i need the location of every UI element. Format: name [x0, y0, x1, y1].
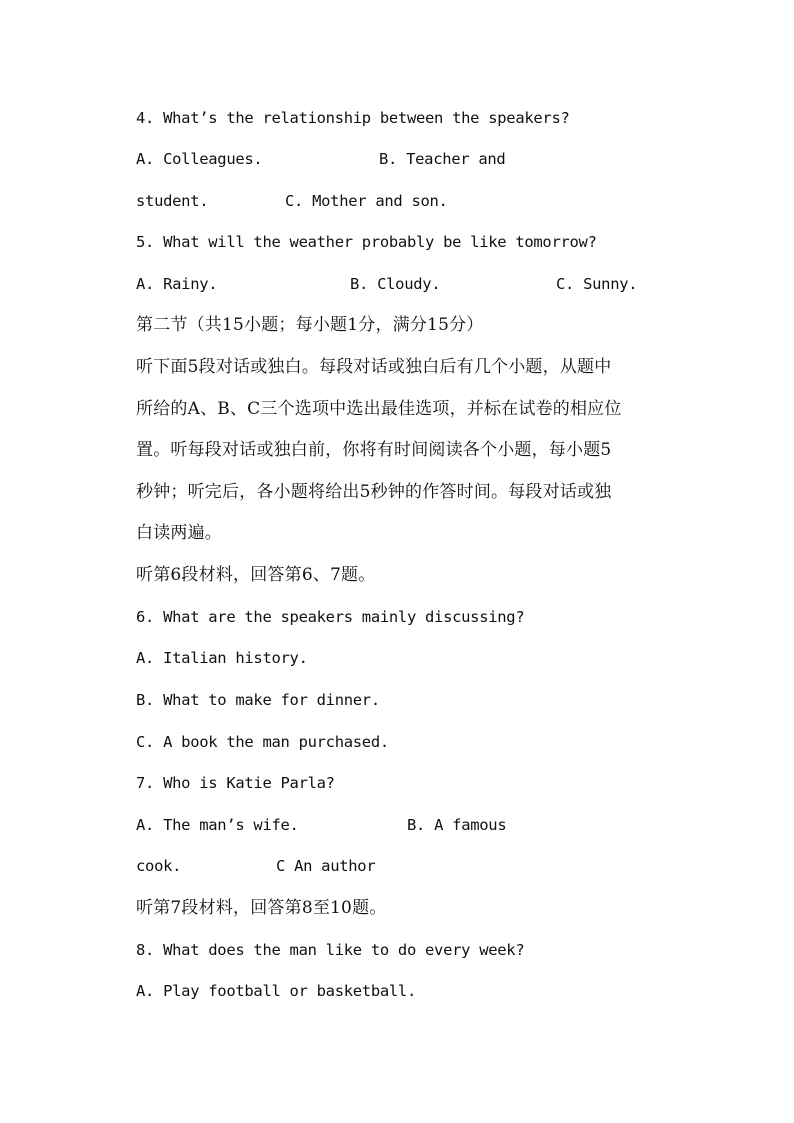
q5-option-c: C. Sunny.	[556, 275, 638, 293]
question-6: 6. What are the speakers mainly discussing?	[136, 608, 525, 626]
question-7: 7. Who is Katie Parla?	[136, 774, 335, 792]
section-2-heading: 第二节（共15小题；每小题1分，满分15分）	[136, 315, 484, 335]
q4-option-a: A. Colleagues.	[136, 150, 263, 168]
q4-option-b-continued: student.	[136, 192, 209, 210]
section-2-instructions-line-5: 白读两遍。	[136, 523, 222, 543]
q6-option-c: C. A book the man purchased.	[136, 733, 389, 751]
q5-option-a: A. Rainy.	[136, 275, 218, 293]
question-5: 5. What will the weather probably be like tomorrow?	[136, 233, 597, 251]
q7-option-b: B. A famous	[407, 816, 507, 834]
q5-option-b: B. Cloudy.	[350, 275, 441, 293]
section-2-instructions-line-1: 听下面5段对话或独白。每段对话或独白后有几个小题，从题中	[136, 357, 612, 377]
q6-option-a: A. Italian history.	[136, 649, 308, 667]
q4-option-c: C. Mother and son.	[285, 192, 448, 210]
section-2-instructions-line-3: 置。听每段对话或独白前，你将有时间阅读各个小题，每小题5	[136, 440, 612, 460]
q7-option-b-continued: cook.	[136, 857, 182, 875]
q7-option-c: C An author	[276, 857, 376, 875]
q7-option-a: A. The man’s wife.	[136, 816, 299, 834]
question-8: 8. What does the man like to do every week?	[136, 941, 525, 959]
q4-option-b: B. Teacher and	[379, 150, 506, 168]
section-2-instructions-line-4: 秒钟；听完后，各小题将给出5秒钟的作答时间。每段对话或独	[136, 482, 612, 502]
q6-option-b: B. What to make for dinner.	[136, 691, 380, 709]
question-7-options-row-2	[136, 856, 656, 936]
material-7-intro: 听第7段材料，回答第8至10题。	[136, 898, 387, 918]
q8-option-a: A. Play football or basketball.	[136, 982, 416, 1000]
material-6-intro: 听第6段材料，回答第6、7题。	[136, 565, 376, 585]
section-2-instructions-line-2: 所给的A、B、C三个选项中选出最佳选项，并标在试卷的相应位	[136, 399, 622, 419]
question-4-options-row-2	[136, 191, 656, 271]
question-4: 4. What’s the relationship between the speakers?	[136, 109, 570, 127]
